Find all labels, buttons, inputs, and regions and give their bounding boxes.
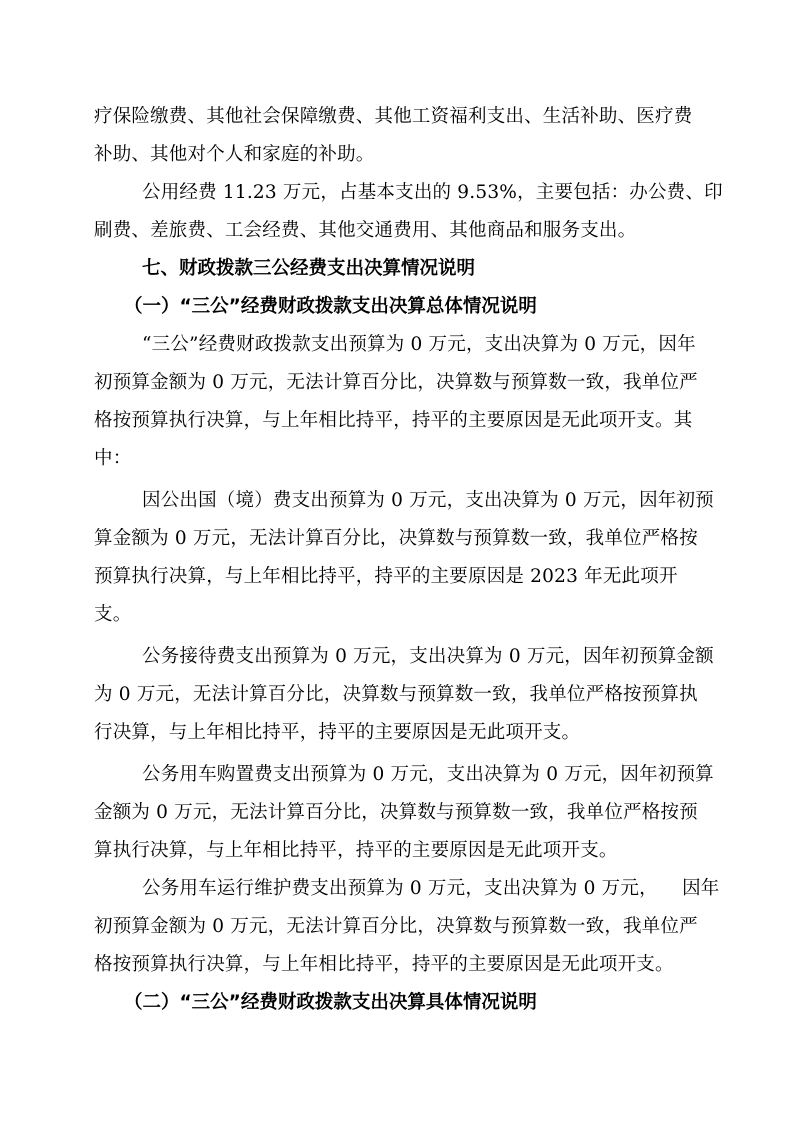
text-line: 公务接待费支出预算为 0 万元，支出决算为 0 万元，因年初预算金额	[142, 646, 714, 667]
text-line: 初预算金额为 0 万元，无法计算百分比，决算数与预算数一致，我单位严	[94, 372, 698, 393]
text-line: 金额为 0 万元，无法计算百分比，决算数与预算数一致，我单位严格按预	[94, 802, 698, 823]
paragraph-continuation	[94, 98, 706, 174]
text-line: 补助、其他对个人和家庭的补助。	[94, 144, 375, 165]
subsection-heading: （一）“三公”经费财政拨款支出决算总体情况说明	[124, 296, 537, 317]
text-line: 初预算金额为 0 万元，无法计算百分比，决算数与预算数一致，我单位严	[94, 916, 698, 937]
text-line: 预算执行决算，与上年相比持平，持平的主要原因是 2023 年无此项开	[94, 566, 678, 587]
text-line: 公务用车购置费支出预算为 0 万元，支出决算为 0 万元，因年初预算	[142, 764, 714, 785]
text-line: 公务用车运行维护费支出预算为 0 万元，支出决算为 0 万元， 因年	[142, 878, 720, 899]
text-line: “三公”经费财政拨款支出预算为 0 万元，支出决算为 0 万元，因年	[142, 334, 696, 355]
paragraph-vehicle-maintenance	[94, 870, 720, 984]
text-line: 算执行决算，与上年相比持平，持平的主要原因是无此项开支。	[94, 840, 618, 861]
paragraph-vehicle-purchase	[94, 756, 714, 870]
document-page	[94, 98, 723, 1022]
text-line: 刷费、差旅费、工会经费、其他交通费用、其他商品和服务支出。	[94, 220, 637, 241]
text-line: 支。	[94, 604, 132, 625]
text-line: 因公出国（境）费支出预算为 0 万元，支出决算为 0 万元，因年初预	[142, 490, 714, 511]
text-line: 疗保险缴费、其他社会保障缴费、其他工资福利支出、生活补助、医疗费	[94, 106, 693, 127]
text-line: 公用经费 11.23 万元，占基本支出的 9.53%，主要包括：办公费、印	[142, 182, 723, 203]
paragraph-official-reception	[94, 638, 714, 752]
text-line: 格按预算执行决算，与上年相比持平，持平的主要原因是无此项开支。其	[94, 410, 693, 431]
text-line: 为 0 万元，无法计算百分比，决算数与预算数一致，我单位严格按预算执	[94, 684, 698, 705]
text-line: 算金额为 0 万元，无法计算百分比，决算数与预算数一致，我单位严格按	[94, 528, 698, 549]
text-line: 格按预算执行决算，与上年相比持平，持平的主要原因是无此项开支。	[94, 954, 674, 975]
subsection-heading: （二）“三公”经费财政拨款支出决算具体情况说明	[124, 992, 537, 1013]
text-line: 行决算，与上年相比持平，持平的主要原因是无此项开支。	[94, 722, 581, 743]
paragraph-overseas-travel	[94, 482, 714, 634]
paragraph-public-expenses	[94, 174, 723, 250]
section-heading: 七、财政拨款三公经费支出决算情况说明	[142, 258, 476, 279]
text-line: 中：	[94, 448, 132, 469]
paragraph-three-public-overview	[94, 326, 706, 478]
